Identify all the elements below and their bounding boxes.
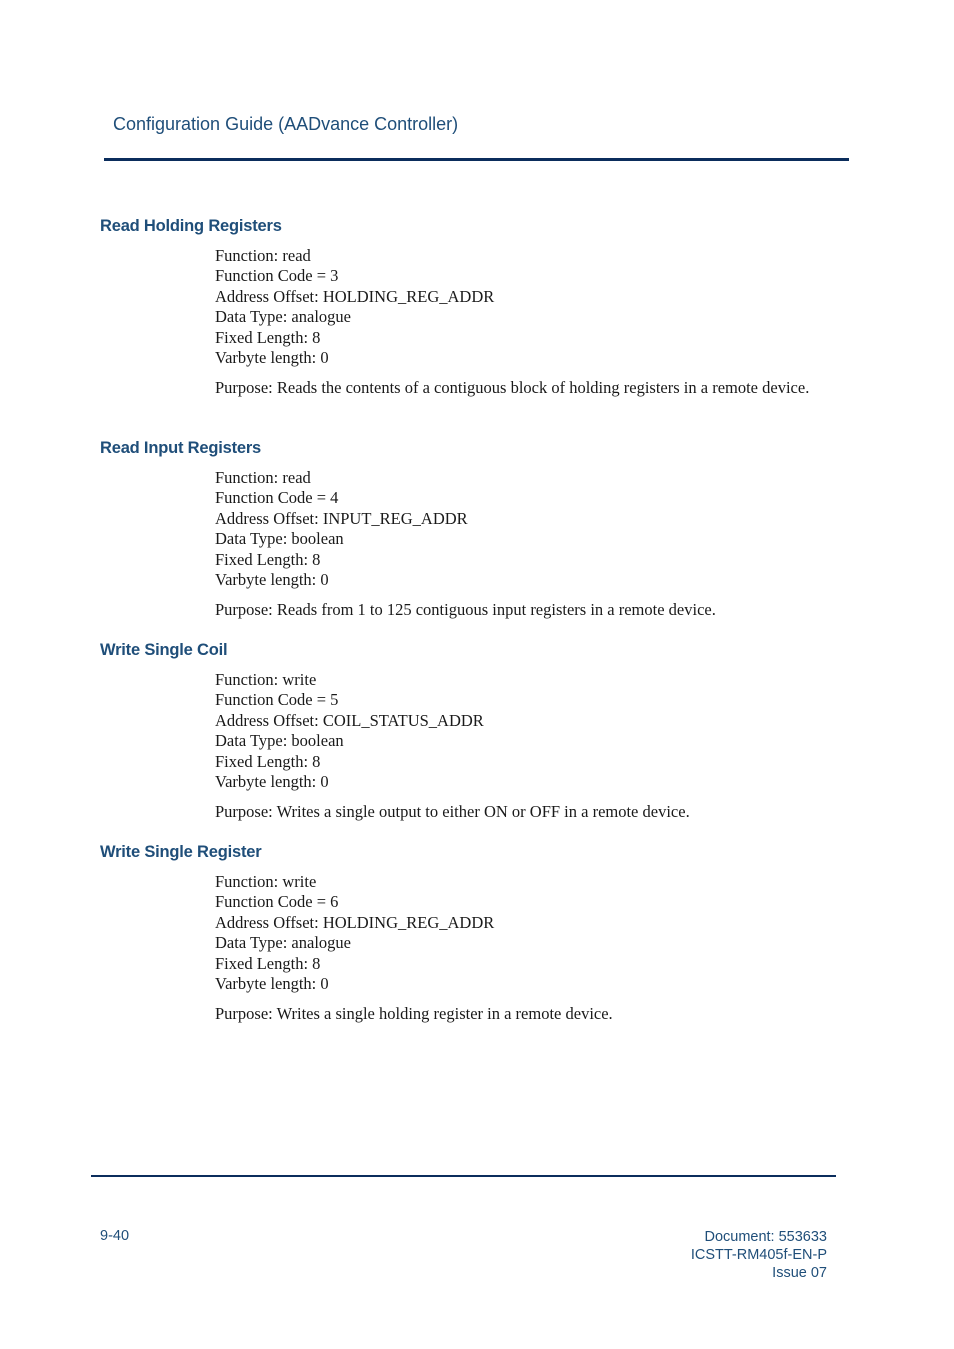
property-function-code: Function Code = 3: [215, 266, 339, 286]
document-issue: Issue 07: [772, 1265, 827, 1281]
section-heading: Write Single Coil: [100, 641, 228, 659]
property-function-code: Function Code = 6: [215, 892, 339, 912]
header-divider: [104, 158, 849, 161]
property-data-type: Data Type: analogue: [215, 933, 351, 953]
property-function-code: Function Code = 5: [215, 690, 339, 710]
property-fixed-length: Fixed Length: 8: [215, 953, 321, 973]
purpose-text: Purpose: Reads from 1 to 125 contiguous input registers in a remote device.: [215, 600, 716, 619]
section-heading: Read Input Registers: [100, 439, 262, 457]
property-list: [215, 670, 484, 792]
purpose-text: Purpose: Reads the contents of a contiguous block of holding registers in a remote device.: [215, 378, 810, 397]
property-function: Function: write: [215, 670, 317, 689]
property-function: Function: read: [215, 246, 311, 265]
section-heading: Write Single Register: [100, 843, 262, 861]
property-data-type: Data Type: analogue: [215, 307, 351, 327]
document-reference: ICSTT-RM405f-EN-P: [690, 1247, 827, 1263]
property-function-code: Function Code = 4: [215, 488, 339, 508]
footer-divider: [91, 1175, 836, 1177]
property-list: [215, 468, 468, 590]
property-address-offset: Address Offset: INPUT_REG_ADDR: [215, 508, 468, 528]
section-heading: Read Holding Registers: [100, 217, 282, 235]
property-function: Function: write: [215, 872, 317, 891]
property-varbyte-length: Varbyte length: 0: [215, 570, 329, 590]
property-data-type: Data Type: boolean: [215, 529, 344, 549]
property-data-type: Data Type: boolean: [215, 731, 344, 751]
property-function: Function: read: [215, 468, 311, 487]
document-number: Document: 553633: [704, 1229, 827, 1245]
property-fixed-length: Fixed Length: 8: [215, 549, 321, 569]
document-info: [691, 1228, 827, 1282]
property-varbyte-length: Varbyte length: 0: [215, 772, 329, 792]
property-address-offset: Address Offset: COIL_STATUS_ADDR: [215, 710, 484, 730]
property-varbyte-length: Varbyte length: 0: [215, 348, 329, 368]
page-number: 9-40: [100, 1228, 130, 1244]
property-address-offset: Address Offset: HOLDING_REG_ADDR: [215, 912, 495, 932]
property-list: [215, 246, 494, 368]
property-list: [215, 872, 494, 994]
header-title: Configuration Guide (AADvance Controller): [113, 114, 459, 134]
property-fixed-length: Fixed Length: 8: [215, 327, 321, 347]
purpose-text: Purpose: Writes a single holding register in a remote device.: [215, 1004, 613, 1023]
property-fixed-length: Fixed Length: 8: [215, 751, 321, 771]
purpose-text: Purpose: Writes a single output to either ON or OFF in a remote device.: [215, 802, 690, 821]
property-address-offset: Address Offset: HOLDING_REG_ADDR: [215, 286, 495, 306]
property-varbyte-length: Varbyte length: 0: [215, 974, 329, 994]
